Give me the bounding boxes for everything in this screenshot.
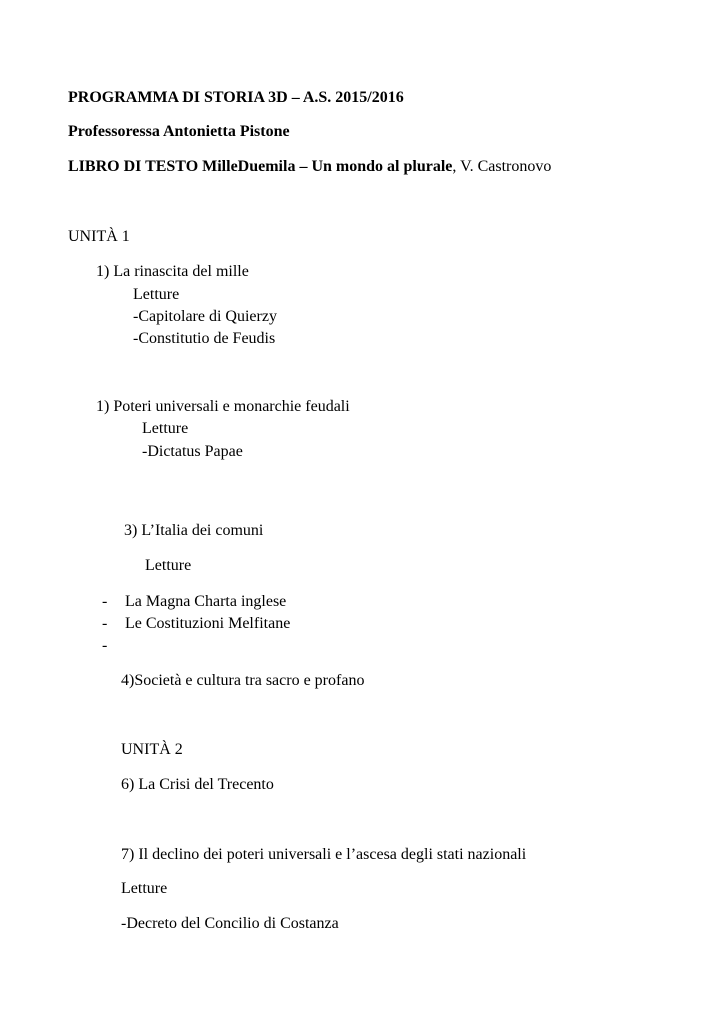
unit-2-heading: UNITÀ 2	[121, 741, 183, 758]
topic-2-readings-label: Letture	[142, 420, 189, 437]
document-title: PROGRAMMA DI STORIA 3D – A.S. 2015/2016	[68, 89, 404, 106]
topic-1-reading-2: -Constitutio de Feudis	[133, 330, 276, 347]
textbook-author: , V. Castronovo	[452, 158, 552, 175]
textbook-line	[68, 157, 551, 176]
topic-4-title: 4)Società e cultura tra sacro e profano	[121, 672, 365, 689]
topic-3-reading-1: La Magna Charta inglese	[125, 593, 287, 610]
topic-3-reading-2: Le Costituzioni Melfitane	[125, 615, 291, 632]
topic-6-title: 6) La Crisi del Trecento	[121, 776, 274, 793]
textbook-title: LIBRO DI TESTO MilleDuemila – Un mondo al plurale	[68, 158, 453, 175]
topic-2-reading-1: -Dictatus Papae	[142, 443, 243, 460]
topic-2-title: 1) Poteri universali e monarchie feudali	[96, 398, 350, 415]
topic-7-reading-1: -Decreto del Concilio di Costanza	[121, 915, 339, 932]
topic-7-title: 7) Il declino dei poteri universali e l’ascesa degli stati nazionali	[121, 846, 527, 863]
teacher-name: Professoressa Antonietta Pistone	[68, 123, 290, 140]
list-bullet: -	[102, 637, 108, 654]
topic-3-title: 3) L’Italia dei comuni	[124, 522, 264, 539]
topic-3-readings-label: Letture	[145, 557, 192, 574]
topic-7-readings-label: Letture	[121, 880, 168, 897]
topic-1-title: 1) La rinascita del mille	[96, 263, 249, 280]
unit-1-heading: UNITÀ 1	[68, 228, 130, 245]
list-bullet: -	[102, 593, 108, 610]
list-bullet: -	[102, 615, 108, 632]
topic-1-readings-label: Letture	[133, 286, 180, 303]
topic-1-reading-1: -Capitolare di Quierzy	[133, 308, 277, 325]
